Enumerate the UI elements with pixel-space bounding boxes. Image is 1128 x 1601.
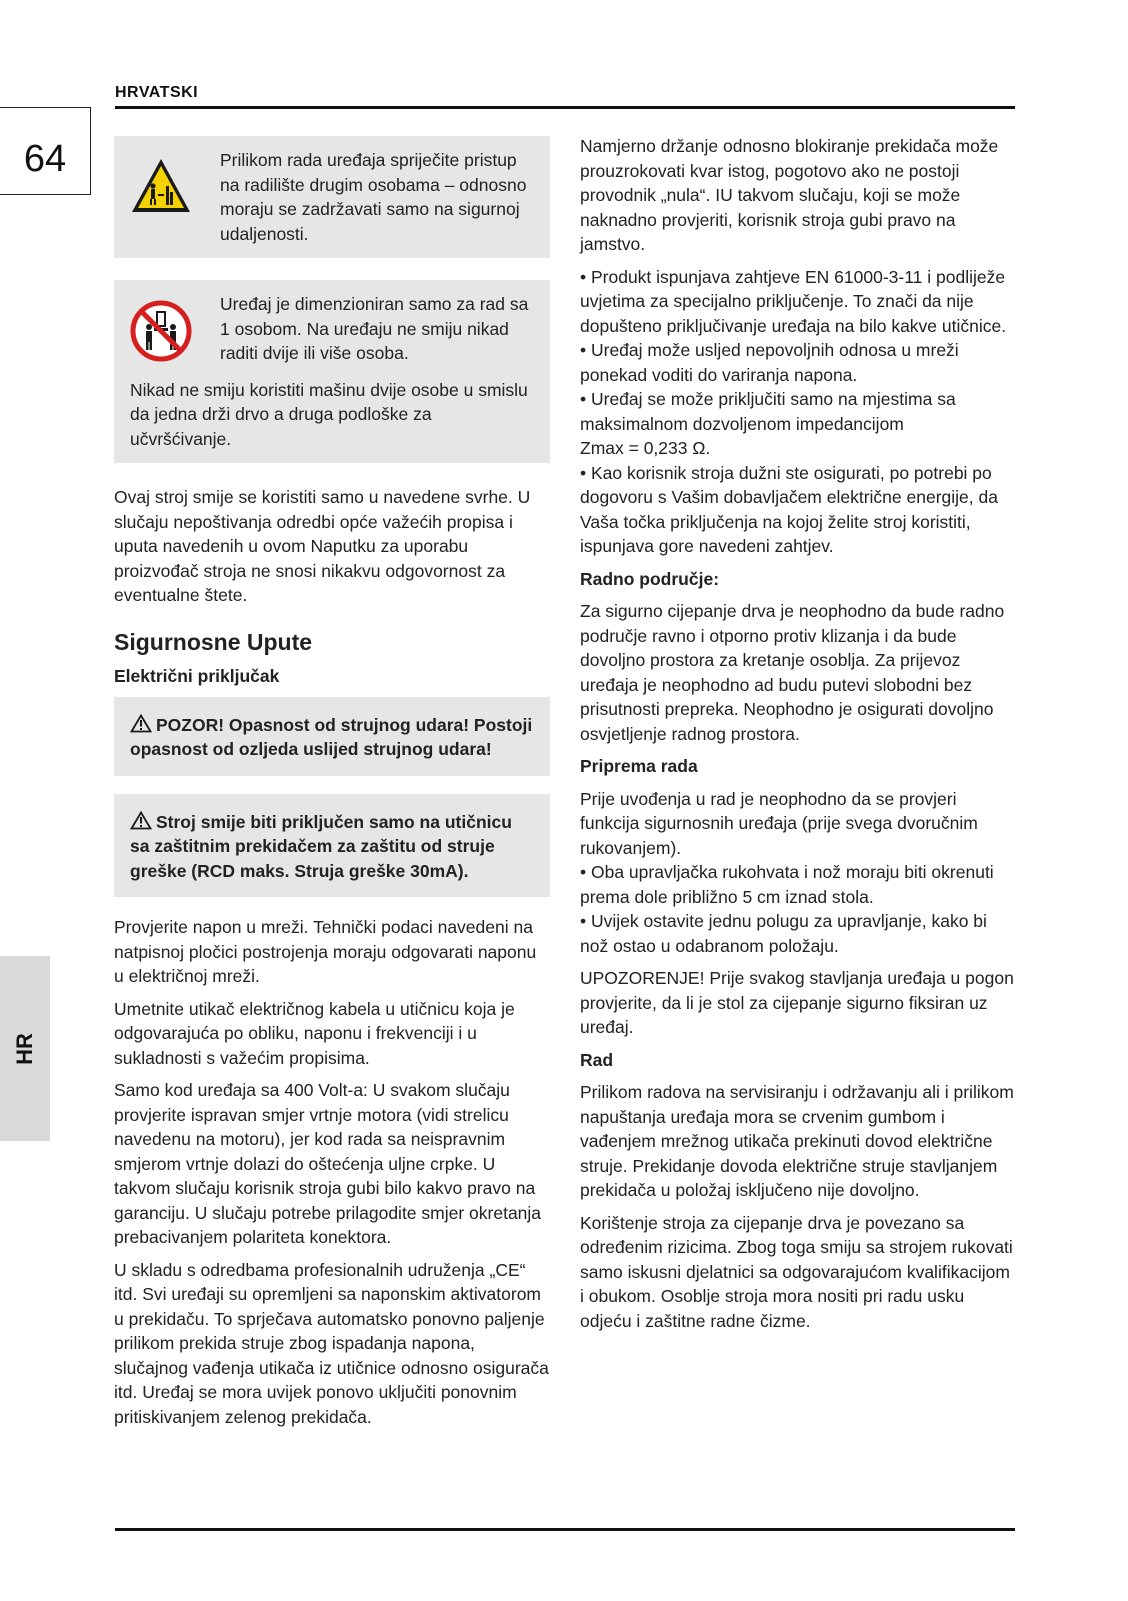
right-column (580, 134, 1016, 1341)
bullet-lever: • Uvijek ostavite jednu polugu za upravljanje, kako bi nož ostao u odabranom položaju. (580, 911, 987, 956)
warning-box-access (114, 136, 550, 258)
danger-box-electric-shock (114, 697, 550, 776)
warning-one-person-text: Uređaj je dimenzioniran samo za rad sa 1 osobom. Na uređaju ne smiju nikad raditi dvije ili više osoba. (220, 294, 529, 363)
bullet-handles: • Oba upravljačka rukohvata i nož moraju biti okrenuti prema dole približno 5 cm iznad stola. (580, 862, 994, 907)
left-column (114, 136, 550, 1437)
warning-access-text: Prilikom rada uređaja spriječite pristup na radilište drugim osobama – odnosno moraju se zadržavati samo na sigurnoj udaljenosti. (220, 150, 527, 244)
work-area-heading: Radno područje: (580, 568, 720, 589)
page-number-box (0, 107, 91, 195)
purpose-paragraph: Ovaj stroj smije se koristiti samo u navedene svrhe. U slučaju nepoštivanja odredbi opće važećih propisa i uputa navedenih u ovom Naputku za uporabu proizvođač stroja ne snosi nikakvu odgovornost za eventualne štete. (114, 487, 531, 605)
header-rule (115, 106, 1015, 109)
preparation-paragraph: Prije uvođenja u rad je neophodno da se provjeri funkcija sigurnosnih uređaja (prije svega dvoručnim rukovanjem). (580, 788, 978, 858)
operation-paragraph-1: Prilikom radova na servisiranju i održavanju ali i prilikom napuštanja uređaja mora se crvenim gumbom i vađenjem mrežnog utikača prekinuti dovod električne struje. Prekidanje dovoda električne struje stavljanjem prekidača u položaj isključeno nije dovoljno. (580, 1082, 1014, 1200)
zmax-value: Zmax = 0,233 Ω. (580, 438, 711, 458)
footer-rule (115, 1528, 1015, 1531)
bullet-connection-point: • Kao korisnik stroja dužni ste osigurati, po potrebi po dogovoru s Vašim dobavljačem električne energije, da Vaša točka priključenja na kojoj želite stroj koristiti, ispunjava gore navedeni zahtjev. (580, 462, 998, 556)
danger-box-text: POZOR! Opasnost od strujnog udara! Postoji opasnost od ozljeda uslijed strujnog udara! (130, 714, 533, 759)
400v-paragraph: Samo kod uređaja sa 400 Volt-a: U svakom slučaju provjerite ispravan smjer vrtnje motora (vidi strelicu navedenu na motoru), jer kod rada sa neispravnim smjerom vrtnje dolazi do oštećenja uljne crpke. U takvom slučaju korisnik stroja gubi bilo kakvo pravo na garanciju. U slučaju potrebe prilagodite smjer okretanja prebacivanjem polariteta konektora. (114, 1080, 542, 1247)
electric-connection-heading: Električni priključak (114, 666, 280, 686)
rcd-box-text: Stroj smije biti priključen samo na utičnicu sa zaštitnim prekidačem za zaštitu od struje greške (RCD maks. Struja greške 30mA). (130, 811, 512, 881)
rcd-box (114, 794, 550, 898)
section-title: Sigurnosne Upute (114, 628, 313, 655)
voltage-paragraph: Provjerite napon u mreži. Tehnički podaci navedeni na natpisnoj pločici postrojenja moraju odgovarati naponu u električnoj mreži. (114, 917, 537, 986)
language-side-tab (0, 956, 50, 1141)
preparation-heading: Priprema rada (580, 756, 698, 776)
language-side-tab-label: HR (12, 1032, 37, 1065)
operation-paragraph-2: Korištenje stroja za cijepanje drva je povezano sa određenim rizicima. Zbog toga smiju sa strojem rukovati samo iskusni djelatnici sa odgovarajućom kvalifikacijom i obukom. Osoblje stroja mora nositi pri radu usku odjeću i zaštitne radne čizme. (580, 1212, 1013, 1331)
warning-table-paragraph: UPOZORENJE! Prije svakog stavljanja uređaja u pogon provjerite, da li je stol za cijepanje sigurno fiksiran uz uređaj. (580, 968, 1014, 1037)
bullet-en61000: • Produkt ispunjava zahtjeve EN 61000-3-11 i podliježe uvjetima za specijalno priključenje. To znači da nije dopušteno priključivanje uređaja na bilo kakve utičnice. (580, 266, 1007, 336)
plug-paragraph: Umetnite utikač električnog kabela u utičnicu koja je odgovarajuća po obliku, naponu i frekvenciji i u sukladnosti s važećim propisima. (114, 998, 515, 1068)
warning-box-one-person (114, 280, 550, 463)
language-label: HRVATSKI (115, 84, 199, 101)
warning-triangle-icon (130, 811, 152, 830)
switch-block-paragraph: Namjerno držanje odnosno blokiranje prekidača može prouzrokovati kvar istog, pogotovo ako ne postoji provodnik „nula“. IU takvom slučaju, koji se može naknadno provjeriti, korisnik stroja gubi pravo na jamstvo. (580, 136, 999, 254)
prohibited-two-persons-icon (130, 300, 192, 362)
warning-one-person-subtext: Nikad ne smiju koristiti mašinu dvije osobe u smislu da jedna drži drvo a druga podloške za učvršćivanje. (130, 379, 528, 449)
warning-person-icon (130, 156, 192, 218)
operation-heading: Rad (580, 1049, 614, 1070)
bullet-impedance: • Uređaj se može priključiti samo na mjestima sa maksimalnom dozvoljenom impedancijom (580, 389, 956, 434)
page-number: 64 (23, 138, 67, 180)
work-area-paragraph: Za sigurno cijepanje drva je neophodno da bude radno područje ravno i otporno protiv klizanja i da bude dovoljno prostora za kretanje osoblja. Za prijevoz uređaja je neophodno ad budu putevi slobodni bez prisutnosti prepreka. Neophodno je osigurati dovoljno osvjetljenje radnog prostora. (580, 601, 1005, 744)
warning-triangle-icon (130, 714, 152, 733)
bullet-voltage-variation: • Uređaj može usljed nepovoljnih odnosa u mreži ponekad voditi do variranja napona. (580, 340, 959, 385)
ce-paragraph: U skladu s odredbama profesionalnih udruženja „CE“ itd. Svi uređaji su opremljeni sa naponskim aktivatorom u prekidaču. To sprječava automatsko ponovno paljenje prilikom prekida struje zbog ispadanja napona, slučajnog vađenja utikača iz utičnice odnosno osigurača itd. Uređaj se mora uvijek ponovo uključiti ponovnim pritiskivanjem zelenog prekidača. (114, 1259, 549, 1427)
